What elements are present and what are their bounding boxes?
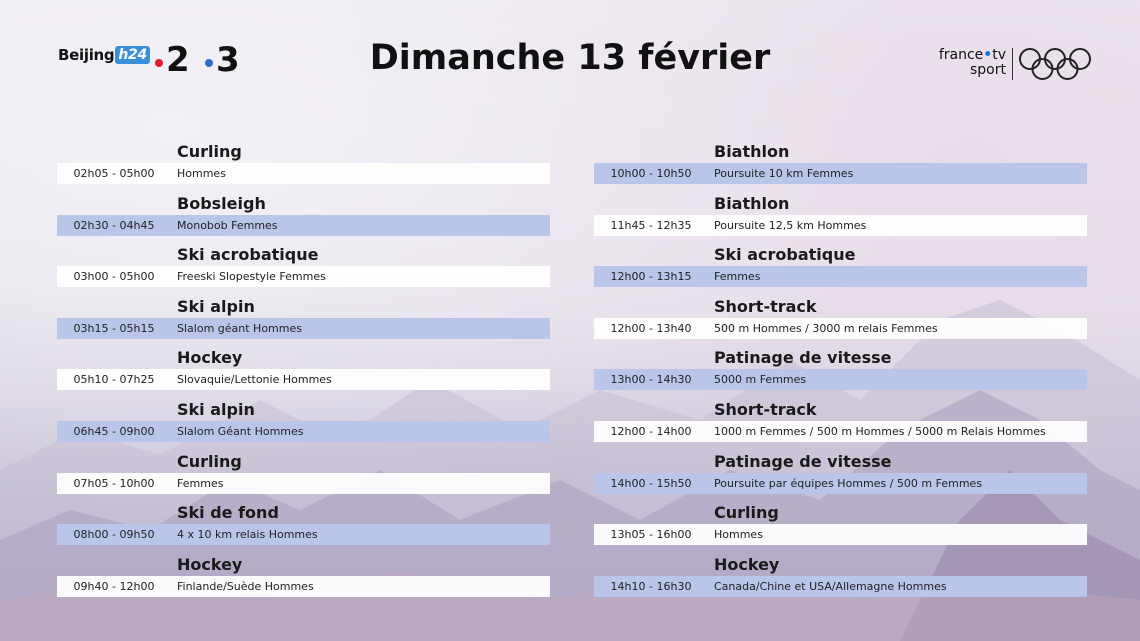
ftv-brand-sep: • — [983, 47, 993, 63]
schedule-entry — [594, 554, 1087, 606]
event-description: 500 m Hommes / 3000 m relais Femmes — [714, 321, 938, 335]
schedule-row — [594, 421, 1087, 442]
sport-name: Ski acrobatique — [177, 245, 319, 265]
schedule-entry — [57, 193, 550, 245]
schedule-column-right — [594, 141, 1087, 605]
time-range: 08h00 - 09h50 — [73, 528, 155, 542]
sport-name: Patinage de vitesse — [714, 451, 892, 471]
schedule-row — [57, 318, 550, 339]
event-description: Poursuite 12,5 km Hommes — [714, 218, 867, 232]
schedule-entry — [594, 399, 1087, 451]
event-description: Hommes — [714, 528, 763, 542]
schedule-row — [594, 163, 1087, 184]
channel-3-number: 3 — [216, 40, 240, 80]
brand-main: Beijing — [58, 46, 115, 64]
event-description: 4 x 10 km relais Hommes — [177, 528, 318, 542]
sport-name: Patinage de vitesse — [714, 348, 892, 368]
schedule-row — [57, 215, 550, 236]
schedule-row — [594, 318, 1087, 339]
event-description: Finlande/Suède Hommes — [177, 579, 314, 593]
header — [0, 0, 1140, 120]
schedule-entry — [594, 296, 1087, 348]
sport-name: Hockey — [714, 554, 780, 574]
sport-name: Ski de fond — [177, 503, 279, 523]
time-range: 12h00 - 14h00 — [610, 424, 692, 438]
schedule-entry — [57, 399, 550, 451]
schedule-entry — [57, 296, 550, 348]
time-range: 09h40 - 12h00 — [73, 579, 155, 593]
time-range: 11h45 - 12h35 — [610, 218, 692, 232]
schedule-entry — [594, 451, 1087, 503]
event-description: 1000 m Femmes / 500 m Hommes / 5000 m Relais Hommes — [714, 424, 1046, 438]
event-description: Poursuite par équipes Hommes / 500 m Femmes — [714, 476, 983, 490]
schedule-entry — [57, 244, 550, 296]
sport-name: Ski alpin — [177, 399, 255, 419]
time-range: 03h00 - 05h00 — [73, 270, 155, 284]
time-range: 10h00 - 10h50 — [610, 167, 692, 180]
brand-badge: h24 — [115, 46, 150, 64]
event-description: 5000 m Femmes — [714, 373, 807, 387]
sport-name: Biathlon — [714, 142, 790, 161]
ftv-brand-b: tv — [992, 47, 1006, 63]
event-description: Slalom géant Hommes — [177, 321, 302, 335]
time-range: 13h05 - 16h00 — [610, 528, 692, 542]
time-range: 12h00 - 13h15 — [610, 270, 692, 284]
time-range: 13h00 - 14h30 — [610, 373, 692, 387]
schedule-row — [594, 266, 1087, 287]
schedule-entry — [57, 554, 550, 606]
time-range: 14h10 - 16h30 — [610, 579, 692, 593]
schedule-row — [57, 421, 550, 442]
event-description: Poursuite 10 km Femmes — [714, 167, 854, 180]
schedule-entry — [594, 193, 1087, 245]
channel-2-number: 2 — [166, 40, 190, 80]
schedule-row — [57, 473, 550, 494]
sport-name: Curling — [177, 142, 242, 161]
event-description: Canada/Chine et USA/Allemagne Hommes — [714, 579, 947, 593]
time-range: 07h05 - 10h00 — [73, 476, 155, 490]
time-range: 12h00 - 13h40 — [610, 321, 692, 335]
sport-name: Ski alpin — [177, 296, 255, 316]
event-description: Freeski Slopestyle Femmes — [177, 270, 326, 284]
event-description: Monobob Femmes — [177, 218, 278, 232]
time-range: 06h45 - 09h00 — [73, 424, 155, 438]
schedule-row — [594, 369, 1087, 390]
sport-name: Bobsleigh — [177, 193, 266, 213]
time-range: 03h15 - 05h15 — [73, 321, 155, 335]
sport-name: Hockey — [177, 554, 243, 574]
time-range: 02h30 - 04h45 — [73, 218, 155, 232]
sport-name: Curling — [177, 451, 242, 471]
event-description: Slalom Géant Hommes — [177, 424, 304, 438]
schedule-row — [594, 576, 1087, 597]
schedule-row — [57, 524, 550, 545]
schedule-row — [57, 266, 550, 287]
schedule-column-left — [57, 141, 550, 605]
event-description: Femmes — [714, 270, 761, 284]
schedule-entry — [57, 141, 550, 193]
time-range: 14h00 - 15h50 — [610, 476, 692, 490]
sport-name: Biathlon — [714, 193, 790, 213]
sport-name: Short-track — [714, 296, 817, 316]
schedule-row — [594, 524, 1087, 545]
logo-divider — [1012, 48, 1013, 80]
time-range: 02h05 - 05h00 — [73, 167, 155, 180]
schedule-entry — [57, 502, 550, 554]
schedule-entry — [594, 141, 1087, 193]
schedule-entry — [57, 347, 550, 399]
olympic-rings-icon — [1018, 46, 1092, 82]
schedule-row — [57, 369, 550, 390]
schedule-row — [594, 215, 1087, 236]
schedule-entry — [594, 347, 1087, 399]
sport-name: Curling — [714, 503, 779, 523]
event-description: Femmes — [177, 476, 224, 490]
schedule-row — [594, 473, 1087, 494]
schedule-entry — [594, 244, 1087, 296]
page-title: Dimanche 13 février — [369, 38, 771, 78]
schedule-entry — [594, 502, 1087, 554]
francetv-sport-logo — [932, 48, 1006, 78]
sport-name: Ski acrobatique — [714, 245, 856, 265]
schedule-row — [57, 576, 550, 597]
schedule-entry — [57, 451, 550, 503]
ftv-sport-label: sport — [970, 62, 1006, 78]
schedule-row — [57, 163, 550, 184]
ftv-brand-a: france — [938, 47, 984, 63]
event-description: Hommes — [177, 167, 226, 180]
sport-name: Short-track — [714, 399, 817, 419]
event-description: Slovaquie/Lettonie Hommes — [177, 373, 332, 387]
time-range: 05h10 - 07h25 — [73, 373, 155, 387]
sport-name: Hockey — [177, 348, 243, 368]
